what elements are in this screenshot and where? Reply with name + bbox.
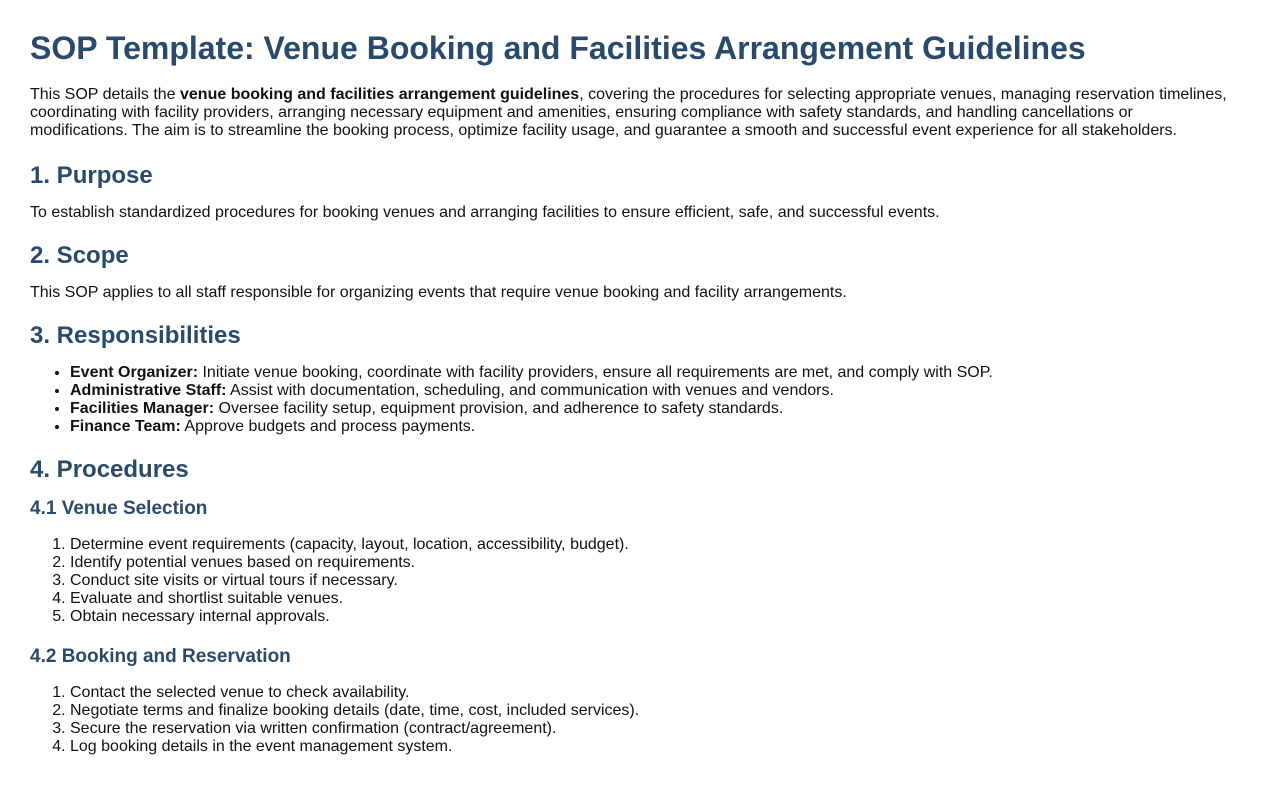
list-item [70,382,1233,400]
scope-heading: 2. Scope [30,242,129,269]
role-description: Initiate venue booking, coordinate with facility providers, ensure all requirements are met, and comply with SOP. [198,364,993,381]
list-item: 1. Contact the selected venue to check availability. [70,684,1233,702]
role-label: Facilities Manager: [70,400,215,417]
page-title: SOP Template: Venue Booking and Facilities Arrangement Guidelines [30,30,1086,66]
list-item [70,400,1233,418]
list-item: 4. Evaluate and shortlist suitable venues. [70,590,1233,608]
list-item: 2. Negotiate terms and finalize booking details (date, time, cost, included services). [70,702,1233,720]
purpose-text: To establish standardized procedures for booking venues and arranging facilities to ensure efficient, safe, and successful events. [30,204,940,221]
intro-paragraph [30,86,1233,140]
list-item: 3. Conduct site visits or virtual tours if necessary. [70,572,1233,590]
list-item: 2. Identify potential venues based on requirements. [70,554,1233,572]
list-item [70,364,1233,382]
role-description: Oversee facility setup, equipment provision, and adherence to safety standards. [214,400,784,417]
role-label: Administrative Staff: [70,382,227,399]
intro-bold: venue booking and facilities arrangement guidelines [180,86,580,103]
responsibilities-list [30,364,1233,436]
list-item [70,418,1233,436]
role-label: Finance Team: [70,418,181,435]
purpose-heading: 1. Purpose [30,162,153,189]
procedures-heading: 4. Procedures [30,456,189,483]
venue-selection-steps [30,536,1233,626]
intro-suffix: , covering the procedures for selecting appropriate venues, managing reservation timelines, coordinating with facility providers, arranging necessary equipment and amenities, ensuring compliance with safety standards, and handling cancellations or modifications. The aim is to streamline the booking process, optimize facility usage, and guarantee a smooth and successful event experience for all stakeholders. [30,86,1227,139]
list-item: 1. Determine event requirements (capacity, layout, location, accessibility, budget). [70,536,1233,554]
scope-text: This SOP applies to all staff responsible for organizing events that require venue booking and facility arrangements. [30,284,847,301]
responsibilities-heading: 3. Responsibilities [30,322,241,349]
role-description: Assist with documentation, scheduling, and communication with venues and vendors. [226,382,834,399]
role-label: Event Organizer: [70,364,199,381]
booking-steps [30,684,1233,756]
list-item: 5. Obtain necessary internal approvals. [70,608,1233,626]
list-item: 4. Log booking details in the event management system. [70,738,1233,756]
booking-heading: 4.2 Booking and Reservation [30,646,291,667]
intro-prefix: This SOP details the [30,86,180,103]
venue-selection-heading: 4.1 Venue Selection [30,498,208,519]
role-description: Approve budgets and process payments. [180,418,476,435]
list-item: 3. Secure the reservation via written confirmation (contract/agreement). [70,720,1233,738]
